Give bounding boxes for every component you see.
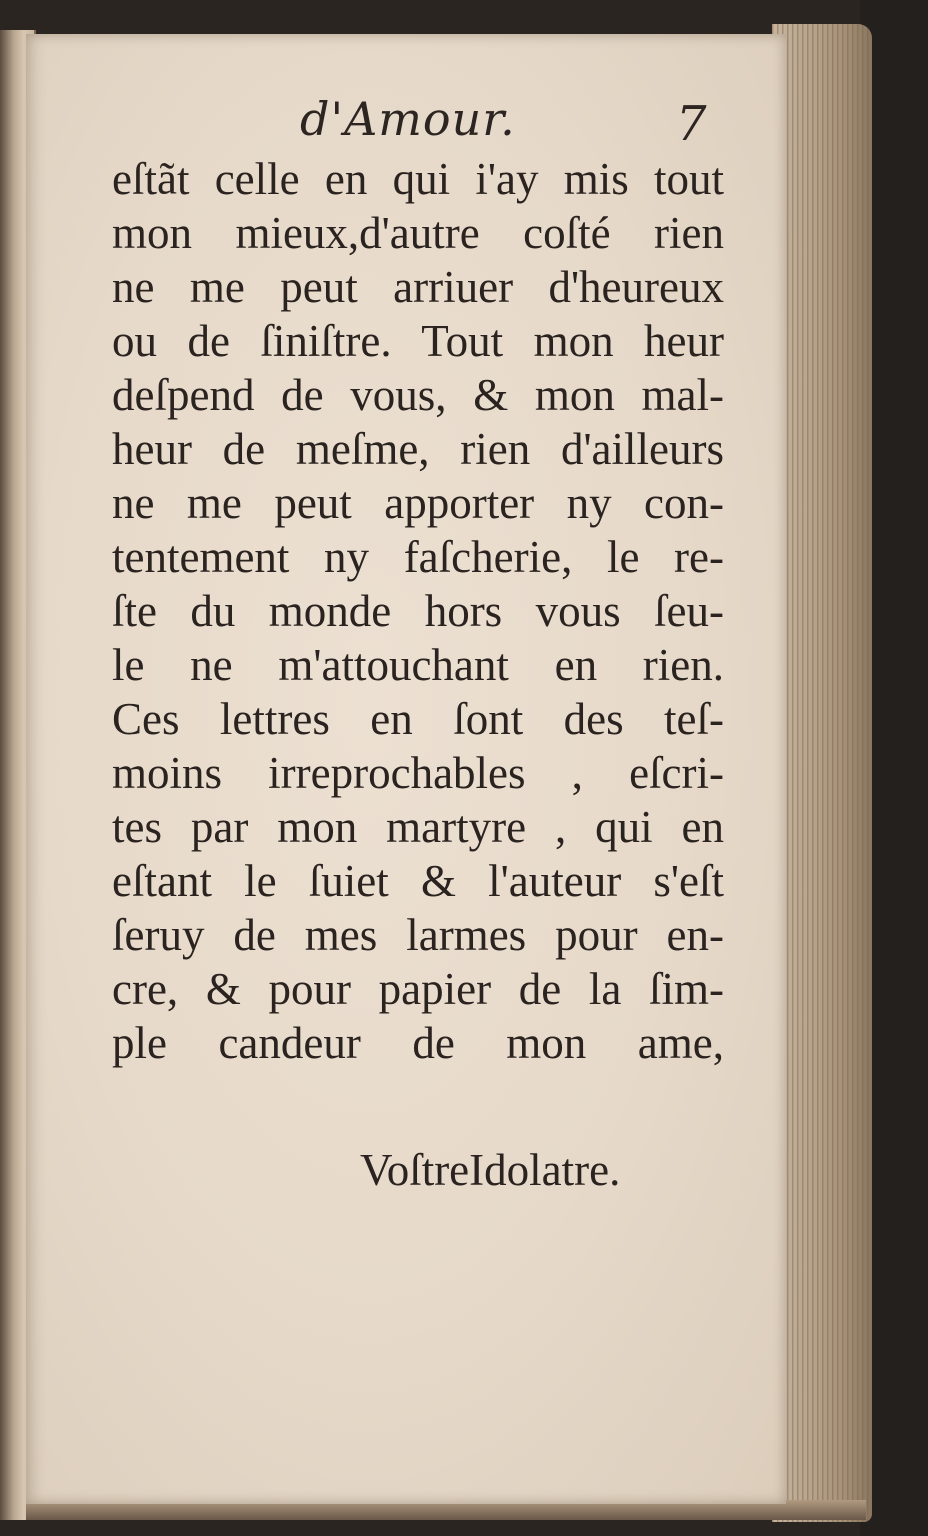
text-line: ne me peut arriuer d'heureux <box>112 262 724 312</box>
text-line: eſtãt celle en qui i'ay mis tout <box>112 154 724 204</box>
letter-text <box>112 152 724 1070</box>
signature: VoſtreIdolatre. <box>360 1145 621 1195</box>
text-line: moins irreprochables , eſcri- <box>112 748 724 798</box>
text-line: ſte du monde hors vous ſeu- <box>112 586 724 636</box>
text-line: Ces lettres en ſont des teſ- <box>112 694 724 744</box>
text-line: deſpend de vous, & mon mal- <box>112 370 724 420</box>
text-line: ple candeur de mon ame, <box>112 1018 724 1068</box>
text-line: le ne m'attouchant en rien. <box>112 640 724 690</box>
text-line: cre, & pour papier de la ſim- <box>112 964 724 1014</box>
text-line: tes par mon martyre , qui en <box>112 802 724 852</box>
text-line: heur de meſme, rien d'ailleurs <box>112 424 724 474</box>
text-line: ne me peut apporter ny con- <box>112 478 724 528</box>
text-line: mon mieux,d'autre coſté rien <box>112 208 724 258</box>
page-number: 7 <box>676 96 707 152</box>
text-line: tentement ny faſcherie, le re- <box>112 532 724 582</box>
running-head: d'Amour. <box>300 92 516 146</box>
fore-edge-leaves <box>772 24 872 1522</box>
text-line: eſtant le ſuiet & l'auteur s'eſt <box>112 856 724 906</box>
text-line: ſeruy de mes larmes pour en- <box>112 910 724 960</box>
text-line: ou de ſiniſtre. Tout mon heur <box>112 316 724 366</box>
